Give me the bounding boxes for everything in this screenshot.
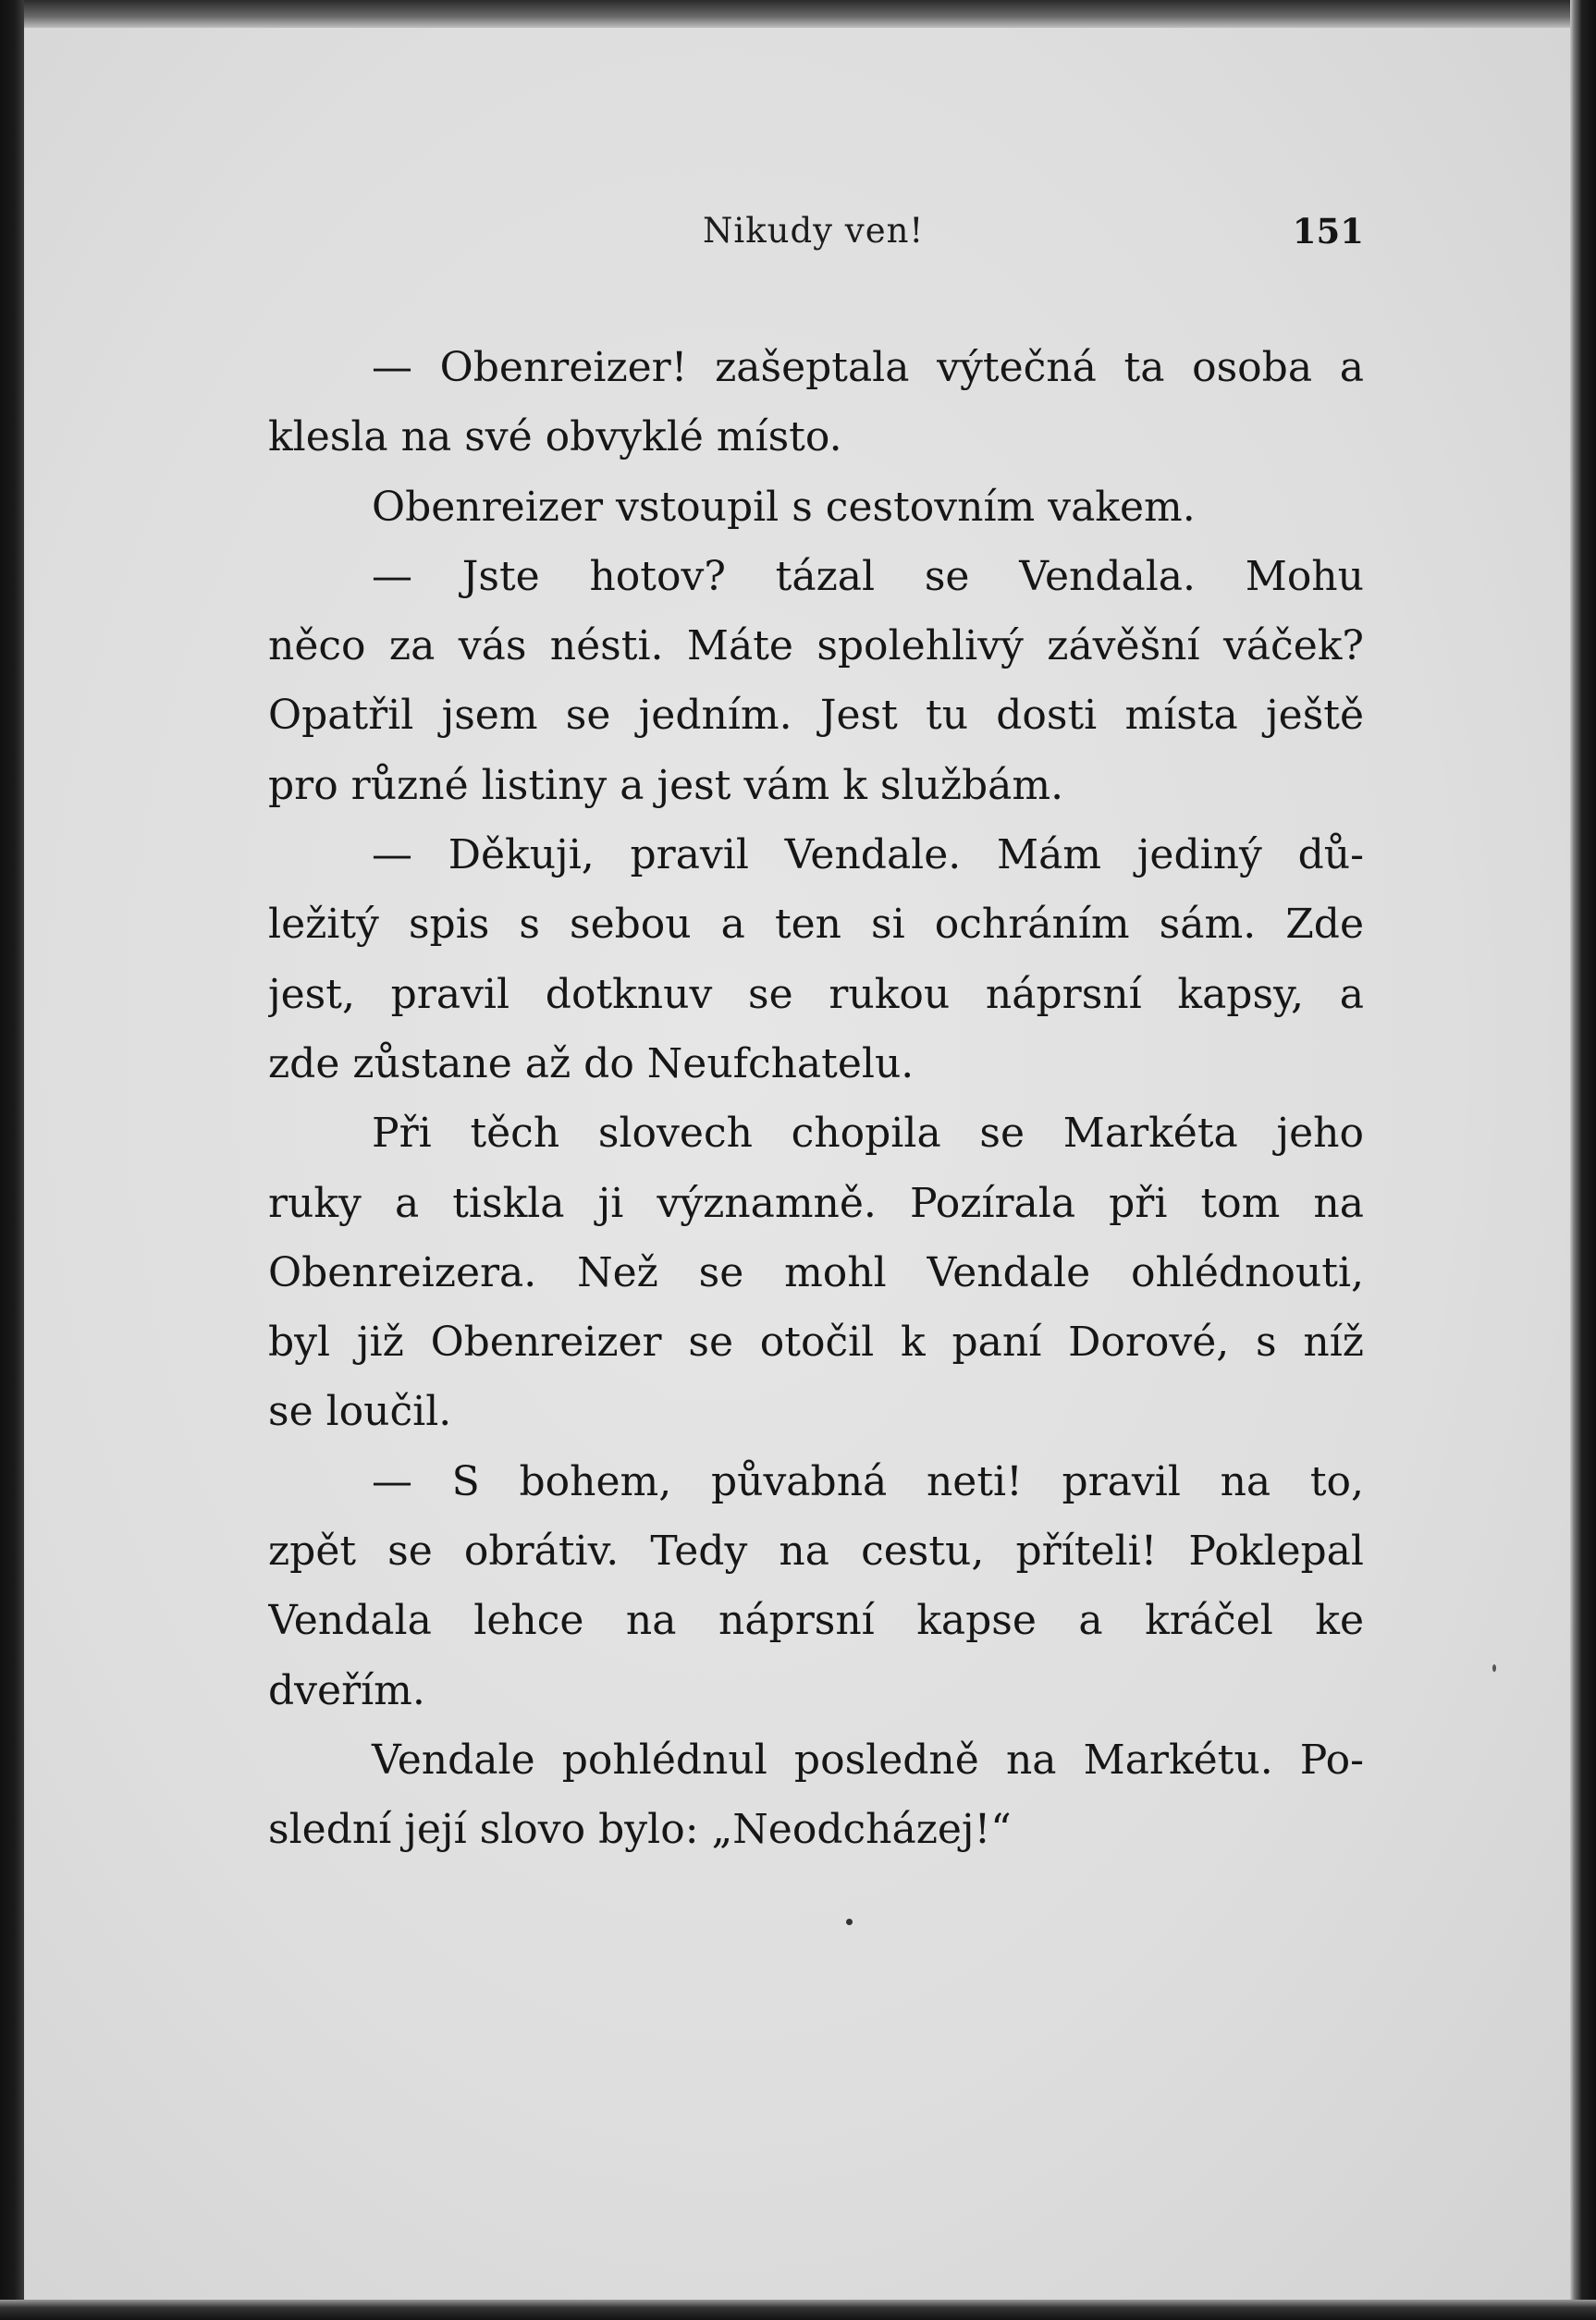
text-line: byl již Obenreizer se otočil k paní Dorové, s níž	[268, 1319, 1364, 1367]
body-text	[268, 333, 1364, 1865]
scan-border-top	[0, 0, 1596, 28]
text-line: Vendale pohlédnul posledně na Markétu. Po-	[372, 1736, 1364, 1784]
print-speck	[846, 1919, 853, 1925]
text-line: ruky a tiskla ji významně. Pozírala při tom na	[268, 1179, 1364, 1227]
print-speck	[1492, 1664, 1496, 1672]
running-head	[268, 211, 1364, 266]
text-line: — Obenreizer! zašeptala výtečná ta osoba a	[372, 344, 1364, 391]
text-line: klesla na své obvyklé místo.	[268, 413, 842, 461]
scan-border-left	[0, 0, 24, 2320]
text-line: Obenreizera. Než se mohl Vendale ohlédnouti,	[268, 1248, 1364, 1296]
scan-border-bottom	[0, 2300, 1596, 2320]
text-line: slední její slovo bylo: „Neodcházej!“	[268, 1806, 1012, 1854]
page-number: 151	[1292, 211, 1364, 252]
text-line: — S bohem, půvabná neti! pravil na to,	[372, 1457, 1364, 1505]
text-line: zde zůstane až do Neufchatelu.	[268, 1039, 915, 1087]
running-head-title: Nikudy ven!	[703, 211, 925, 251]
text-line: — Jste hotov? tázal se Vendala. Mohu	[372, 552, 1364, 600]
text-line: zpět se obrátiv. Tedy na cestu, příteli! Poklepal	[268, 1528, 1364, 1576]
text-line: něco za vás nésti. Máte spolehlivý závěšní váček?	[268, 622, 1364, 670]
text-line: dveřím.	[268, 1666, 425, 1714]
text-line: Opatřil jsem se jedním. Jest tu dosti místa ještě	[268, 692, 1364, 740]
scan-border-right	[1570, 0, 1596, 2320]
text-line: ležitý spis s sebou a ten si ochráním sám. Zde	[268, 901, 1364, 949]
text-line: jest, pravil dotknuv se rukou náprsní kapsy, a	[268, 970, 1364, 1018]
text-line: Vendala lehce na náprsní kapse a kráčel ke	[268, 1597, 1364, 1645]
text-line: Při těch slovech chopila se Markéta jeho	[372, 1110, 1364, 1158]
text-line: — Děkuji, pravil Vendale. Mám jediný dů-	[372, 831, 1364, 879]
text-line: Obenreizer vstoupil s cestovním vakem.	[372, 483, 1196, 531]
text-line: pro různé listiny a jest vám k službám.	[268, 761, 1064, 809]
text-line: se loučil.	[268, 1388, 452, 1436]
